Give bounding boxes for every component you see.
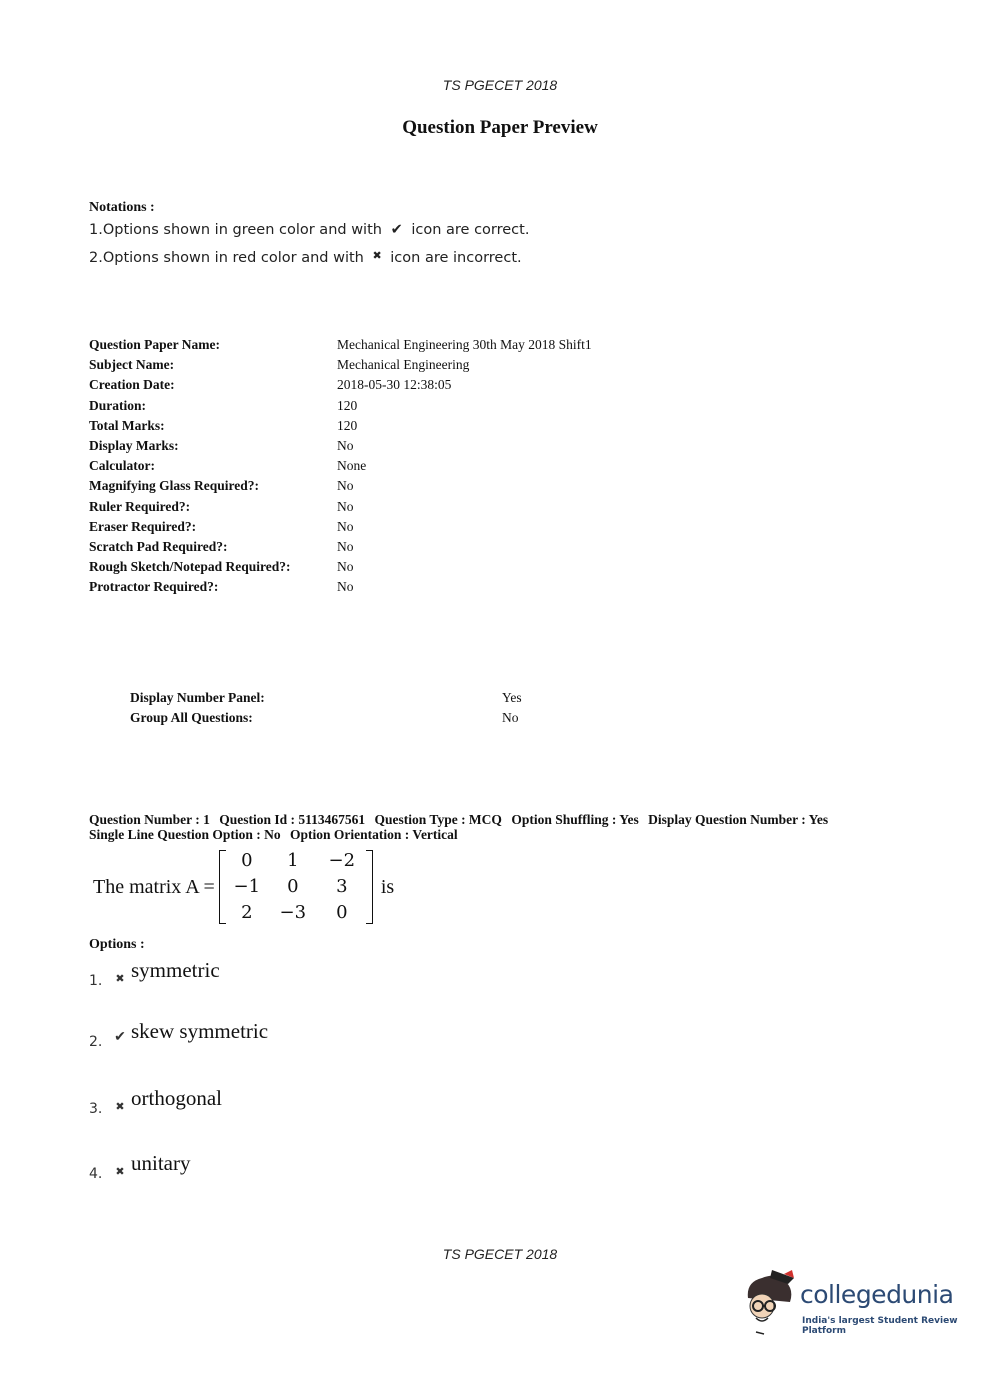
matrix-cell: −1: [233, 876, 261, 897]
info-value: 120: [337, 397, 358, 413]
info-row-scratch-pad: [89, 537, 592, 557]
info-value: No: [337, 498, 354, 514]
logo-tagline: India's largest Student Review Platform: [802, 1316, 958, 1336]
notation-text-before: Options shown in green color and with: [102, 222, 382, 238]
info-key: Scratch Pad Required?:: [89, 538, 228, 554]
question-id: Question Id : 5113467561: [219, 812, 366, 827]
matrix-cell: 0: [287, 876, 299, 897]
header-exam-tag: TS PGECET 2018: [442, 77, 558, 93]
option-orientation: Option Orientation : Vertical: [290, 827, 458, 842]
matrix-cell: −3: [279, 902, 307, 923]
panel-row-display-number: [130, 688, 522, 708]
footer-exam-tag: TS PGECET 2018: [442, 1246, 558, 1262]
notation-text-before: Options shown in red color and with: [102, 250, 364, 266]
option-text: unitary: [131, 1151, 191, 1175]
option-2[interactable]: [89, 1019, 268, 1050]
info-key: Creation Date:: [89, 377, 175, 393]
info-key: Eraser Required?:: [89, 518, 197, 534]
info-key: Magnifying Glass Required?:: [89, 478, 260, 494]
info-key: Calculator:: [89, 458, 155, 474]
cross-icon: ✖: [115, 1101, 125, 1113]
info-value: 120: [337, 417, 358, 433]
info-key: Subject Name:: [89, 357, 175, 373]
info-key: Display Marks:: [89, 437, 179, 453]
info-row-paper-name: [89, 335, 592, 355]
question-number: Question Number : 1: [89, 812, 210, 827]
check-icon: ✔: [114, 1030, 126, 1045]
info-key: Protractor Required?:: [89, 579, 219, 595]
info-row-rough-sketch: [89, 557, 592, 577]
collegedunia-logo: [742, 1268, 972, 1340]
matrix-cell: −2: [328, 850, 356, 871]
question-type: Question Type : MCQ: [374, 812, 502, 827]
panel-info-table: [130, 688, 522, 728]
mascot-icon: [742, 1268, 798, 1340]
matrix-cell: 2: [241, 902, 253, 923]
info-key: Rough Sketch/Notepad Required?:: [89, 559, 291, 575]
matrix-cell: 0: [241, 850, 253, 871]
option-4[interactable]: [89, 1151, 190, 1182]
notation-number: 1.: [89, 222, 103, 238]
option-text: symmetric: [131, 958, 220, 982]
cross-icon: ✖: [115, 973, 125, 985]
notation-text-after: icon are incorrect.: [390, 250, 522, 266]
notations-label: Notations :: [89, 200, 155, 215]
matrix-cell: 3: [336, 876, 348, 897]
single-line-option: Single Line Question Option : No: [89, 827, 281, 842]
info-value: None: [337, 458, 367, 474]
panel-key: Display Number Panel:: [130, 690, 265, 705]
info-row-subject-name: [89, 355, 592, 375]
info-row-total-marks: [89, 416, 592, 436]
option-1[interactable]: [89, 958, 220, 989]
cross-icon: ✖: [372, 249, 382, 262]
info-row-protractor: [89, 577, 592, 597]
question-stem: [93, 848, 394, 926]
option-number: 2.: [89, 1034, 103, 1050]
options-label: Options :: [89, 937, 145, 952]
question-meta-line-1: [89, 812, 909, 827]
info-row-duration: [89, 396, 592, 416]
panel-key: Group All Questions:: [130, 710, 253, 725]
option-number: 4.: [89, 1166, 103, 1182]
info-value: Mechanical Engineering: [337, 357, 470, 373]
info-value: No: [337, 437, 354, 453]
info-value: No: [337, 538, 354, 554]
info-value: No: [337, 518, 354, 534]
paper-info-table: [89, 335, 592, 597]
matrix-cell: 1: [287, 850, 299, 871]
question-stem-suffix: is: [380, 875, 395, 898]
info-row-display-marks: [89, 436, 592, 456]
info-value: 2018-05-30 12:38:05: [337, 377, 452, 393]
info-row-magnifying-glass: [89, 476, 592, 496]
panel-value: No: [502, 710, 519, 725]
info-value: No: [337, 478, 354, 494]
info-key: Question Paper Name:: [89, 337, 220, 352]
info-row-calculator: [89, 456, 592, 476]
info-row-eraser: [89, 517, 592, 537]
panel-value: Yes: [502, 690, 522, 705]
page-title: Question Paper Preview: [402, 117, 598, 138]
question-meta-line-2: [89, 827, 909, 842]
info-key: Duration:: [89, 397, 146, 413]
option-text: skew symmetric: [131, 1019, 269, 1043]
option-3[interactable]: [89, 1086, 222, 1117]
info-value: No: [337, 579, 354, 595]
info-row-ruler: [89, 497, 592, 517]
question-stem-prefix: The matrix A =: [93, 875, 215, 898]
cross-icon: ✖: [115, 1166, 125, 1178]
info-value: No: [337, 559, 354, 575]
notation-number: 2.: [89, 250, 103, 266]
info-key: Ruler Required?:: [89, 498, 191, 514]
option-shuffling: Option Shuffling : Yes: [511, 812, 639, 827]
panel-row-group-questions: [130, 708, 522, 728]
logo-wordmark: collegedunia: [800, 1280, 954, 1309]
question-meta: [89, 812, 909, 842]
check-icon: ✔: [390, 222, 403, 238]
info-row-creation-date: [89, 375, 592, 395]
display-question-number: Display Question Number : Yes: [648, 812, 829, 827]
notation-line-correct: [89, 222, 529, 238]
matrix-cell: 0: [336, 902, 348, 923]
notation-line-incorrect: [89, 249, 522, 266]
notation-text-after: icon are correct.: [411, 222, 530, 238]
option-number: 1.: [89, 973, 103, 989]
matrix-a: [219, 848, 373, 926]
info-value: Mechanical Engineering 30th May 2018 Shift1: [337, 337, 592, 352]
option-text: orthogonal: [131, 1086, 222, 1110]
option-number: 3.: [89, 1101, 103, 1117]
info-key: Total Marks:: [89, 417, 165, 433]
